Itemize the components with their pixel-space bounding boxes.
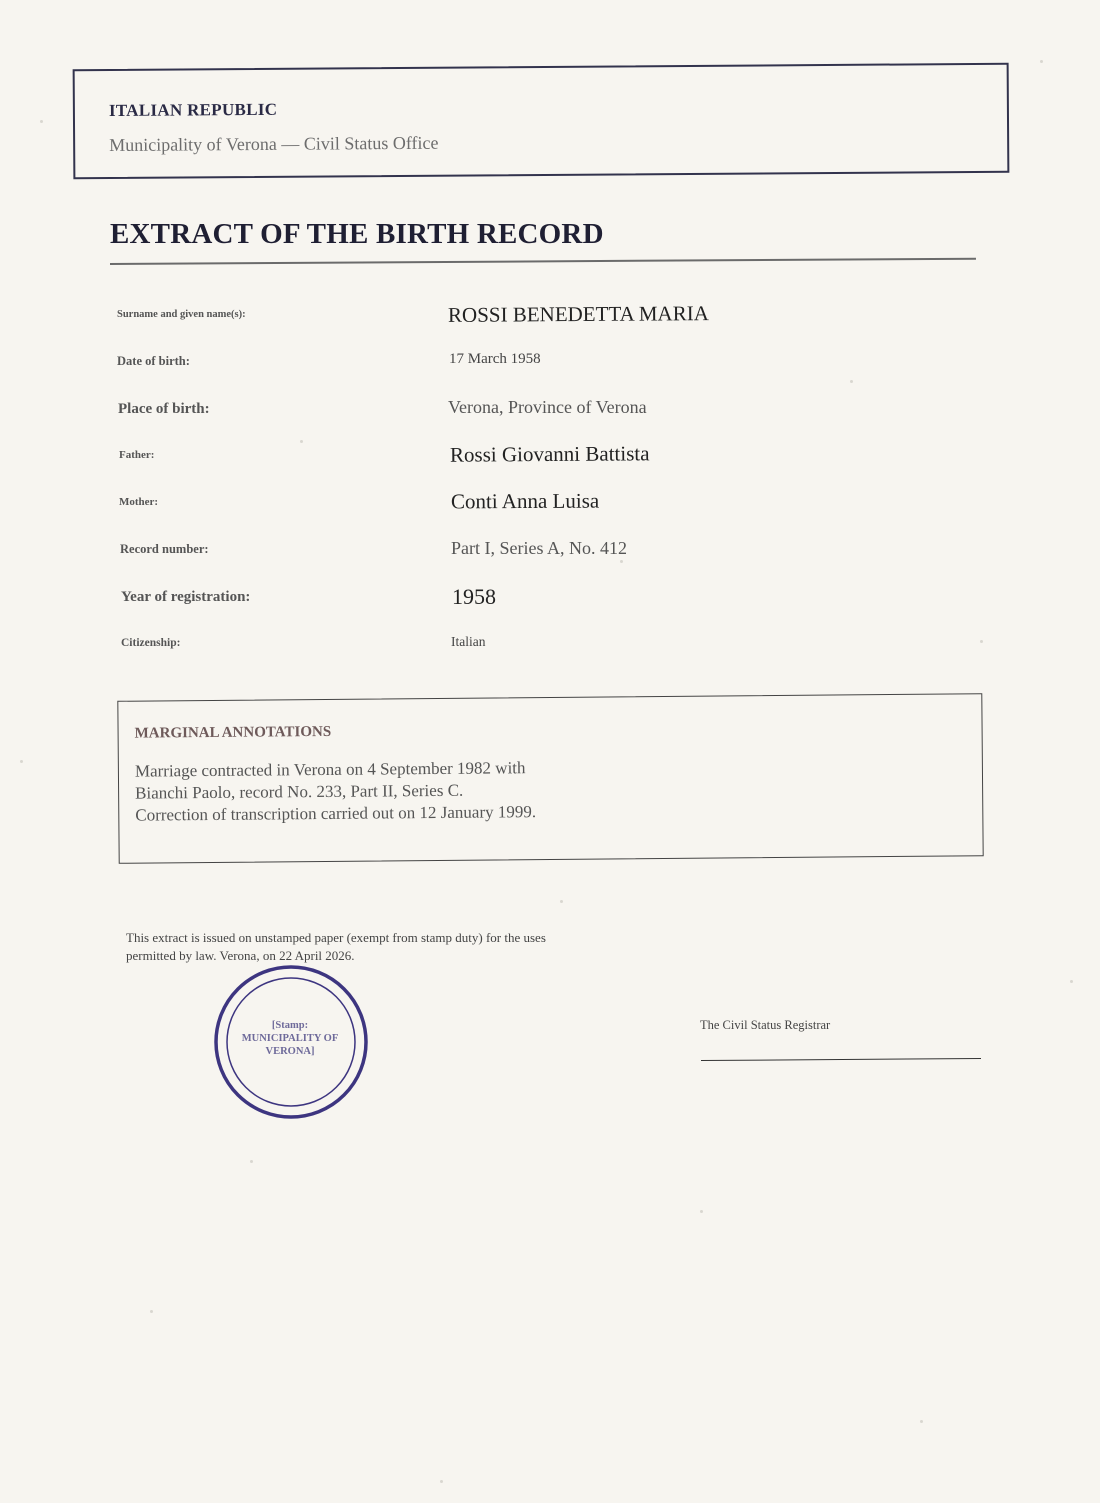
annotation-line: Marriage contracted in Verona on 4 September 1982 with (134, 758, 526, 781)
citizenship-label: Citizenship: (121, 637, 181, 649)
name-label: Surname and given name(s): (117, 309, 246, 320)
issue-note-line: permitted by law. Verona, on 22 April 2026. (126, 948, 355, 963)
annotation-line: Correction of transcription carried out on 12 January 1999. (135, 802, 537, 825)
document-title: EXTRACT OF THE BIRTH RECORD (110, 218, 604, 250)
dob-value: 17 March 1958 (449, 351, 541, 367)
mother-value: Conti Anna Luisa (450, 488, 600, 514)
mother-label: Mother: (119, 496, 159, 508)
annotation-line: Bianchi Paolo, record No. 233, Part II, Series C. (135, 780, 464, 803)
registrar-label: The Civil Status Registrar (700, 1018, 831, 1032)
stamp-line: MUNICIPALITY OF (241, 1033, 339, 1044)
issue-note (126, 929, 556, 965)
header-box (73, 63, 1010, 180)
father-label: Father: (119, 449, 155, 461)
municipal-stamp (212, 965, 370, 1119)
record-number-value: Part I, Series A, No. 412 (451, 538, 627, 558)
stamp-line: [Stamp: (271, 1020, 309, 1031)
registration-year-value: 1958 (452, 584, 496, 609)
place-label: Place of birth: (118, 401, 210, 417)
title-divider (110, 258, 976, 265)
marginal-annotations-box (117, 693, 983, 864)
registration-year-label: Year of registration: (121, 589, 251, 605)
header-office: Municipality of Verona — Civil Status Office (109, 132, 439, 156)
dob-label: Date of birth: (117, 354, 190, 368)
annotations-title: MARGINAL ANNOTATIONS (134, 723, 332, 742)
signature-line (701, 1058, 981, 1061)
header-republic: ITALIAN REPUBLIC (108, 99, 278, 121)
place-value: Verona, Province of Verona (448, 397, 647, 417)
name-value: ROSSI BENEDETTA MARIA (447, 301, 709, 327)
issue-note-line: This extract is issued on unstamped paper (exempt from stamp duty) for the uses (126, 930, 546, 945)
citizenship-value: Italian (451, 634, 486, 649)
stamp-text (225, 1019, 355, 1058)
stamp-line: VERONA] (265, 1046, 315, 1057)
father-value: Rossi Giovanni Battista (449, 441, 650, 467)
record-number-label: Record number: (120, 542, 209, 556)
